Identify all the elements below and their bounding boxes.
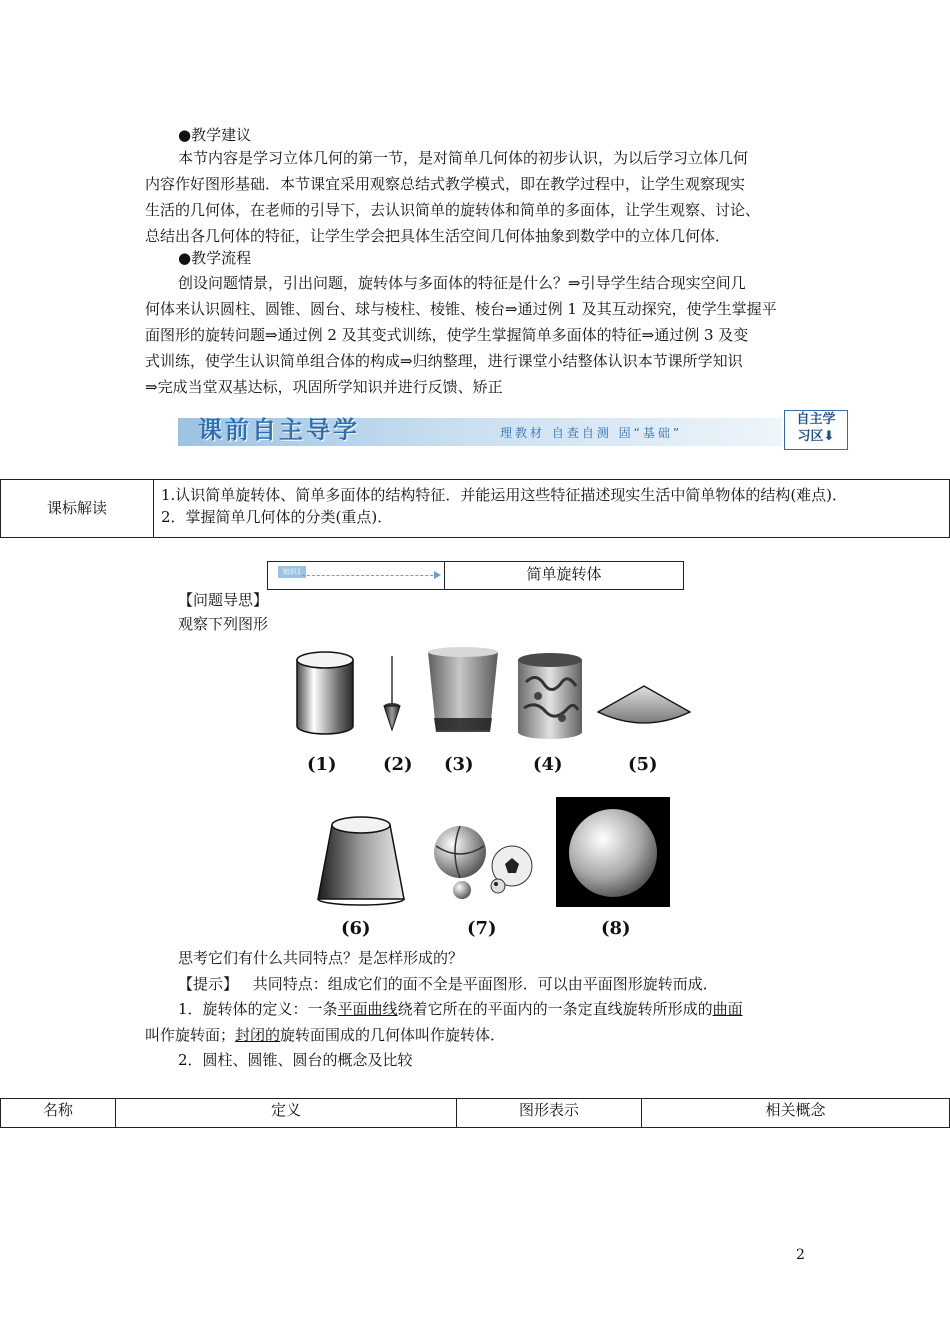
hint-text: 共同特点：组成它们的面不全是平面图形．可以由平面图形旋转而成． xyxy=(252,975,718,993)
sector-figure xyxy=(596,684,692,730)
section-tag: 知识1 xyxy=(278,566,306,578)
arrow-right-icon xyxy=(434,571,441,579)
definition-text: 绕着它所在的平面内的一条定直线旋转所形成的 xyxy=(397,1000,713,1018)
definition-text: 旋转面围成的几何体叫作旋转体． xyxy=(280,1026,506,1044)
guide-heading: 【问题导思】 xyxy=(178,591,269,609)
section-tag-area xyxy=(268,562,445,589)
text-line: 面图形的旋转问题⇒通过例 2 及其变式训练，使学生掌握简单多面体的特征⇒通过例 3 及变 xyxy=(145,326,749,344)
standards-label: 课标解读 xyxy=(1,480,154,537)
badge-line: 习区⬇ xyxy=(797,429,835,444)
arrow-line xyxy=(302,575,438,576)
standards-item: 1.认识简单旋转体、简单多面体的结构特征．并能运用这些特征描述现实生活中简单物体的结构(难点)． xyxy=(161,486,848,504)
figure-label: (4) xyxy=(533,754,563,775)
definition-underlined: 平面曲线 xyxy=(337,1000,398,1018)
standards-items xyxy=(161,484,847,528)
definition-line-2 xyxy=(145,1025,505,1045)
text-line: 本节内容是学习立体几何的第一节，是对简单几何体的初步认识，为以后学习立体几何 xyxy=(178,149,749,167)
figure-label: (2) xyxy=(383,754,413,775)
text-line: ⇒完成当堂双基达标，巩固所学知识并进行反馈、矫正 xyxy=(145,378,503,396)
textured-cup-figure xyxy=(426,646,500,738)
text-line: 创设问题情景，引出问题，旋转体与多面体的特征是什么？⇒引导学生结合现实空间几 xyxy=(178,274,746,292)
section-title: 简单旋转体 xyxy=(526,565,602,583)
banner-title: 课前自主导学 xyxy=(198,416,360,444)
comparison-heading: 2．圆柱、圆锥、圆台的概念及比较 xyxy=(178,1051,413,1069)
text-line: 总结出各几何体的特征，让学生学会把具体生活空间几何体抽象到数学中的立体几何体． xyxy=(145,227,731,245)
page-number: 2 xyxy=(796,1247,805,1263)
suggestion-heading: ●教学建议 xyxy=(178,126,252,144)
sphere-figure xyxy=(556,797,670,907)
text-line: 生活的几何体，在老师的引导下，去认识简单的旋转体和简单的多面体，让学生观察、讨论、 xyxy=(145,201,761,219)
banner-subtitle: 理教材 自查自测 固“基础” xyxy=(500,426,683,440)
badge-line: 自主学 xyxy=(796,412,836,427)
figure-label: (8) xyxy=(601,918,631,939)
figure-label: (5) xyxy=(628,754,658,775)
question-text: 思考它们有什么共同特点？是怎样形成的？ xyxy=(178,949,464,967)
figure-label: (3) xyxy=(444,754,474,775)
figure-label: (1) xyxy=(307,754,337,775)
hint-line xyxy=(178,974,718,994)
standards-item: 2．掌握简单几何体的分类(重点)． xyxy=(161,508,393,526)
table-header-concepts: 相关概念 xyxy=(765,1101,826,1119)
table-header-figure: 图形表示 xyxy=(457,1099,642,1127)
figure-label: (6) xyxy=(341,918,371,939)
observe-text: 观察下列图形 xyxy=(178,615,269,633)
definition-text: 叫作旋转面； xyxy=(145,1026,236,1044)
flow-paragraph xyxy=(145,270,810,400)
section-banner xyxy=(178,410,850,448)
table-header-definition: 定义 xyxy=(116,1099,457,1127)
definition-underlined: 封闭的 xyxy=(235,1026,281,1044)
definition-text: 1．旋转体的定义：一条 xyxy=(178,1000,338,1018)
pendulum-cone-figure xyxy=(380,656,404,732)
cylinder-figure xyxy=(294,650,356,736)
porcelain-cup-figure xyxy=(514,652,586,742)
table-header-name: 名称 xyxy=(1,1099,116,1127)
flow-heading: ●教学流程 xyxy=(178,249,252,267)
definition-underlined: 曲面 xyxy=(712,1000,743,1018)
suggestion-paragraph xyxy=(145,145,810,249)
text-line: 何体来认识圆柱、圆锥、圆台、球与棱柱、棱锥、棱台⇒通过例 1 及其互动探究，使学生掌握平 xyxy=(145,300,777,318)
section-title-box xyxy=(267,561,684,590)
banner-badge xyxy=(784,410,848,450)
comparison-table xyxy=(0,1098,950,1128)
definition-line-1 xyxy=(178,999,743,1019)
text-line: 内容作好图形基础．本节课宜采用观察总结式教学模式，即在教学过程中，让学生观察现实 xyxy=(145,175,746,193)
standards-table xyxy=(0,479,950,538)
frustum-figure xyxy=(316,815,406,907)
figure-label: (7) xyxy=(467,918,497,939)
text-line: 式训练，使学生认识简单组合体的构成⇒归纳整理，进行课堂小结整体认识本节课所学知识 xyxy=(145,352,743,370)
balls-figure xyxy=(432,822,536,902)
hint-label: 【提示】 xyxy=(178,975,239,993)
